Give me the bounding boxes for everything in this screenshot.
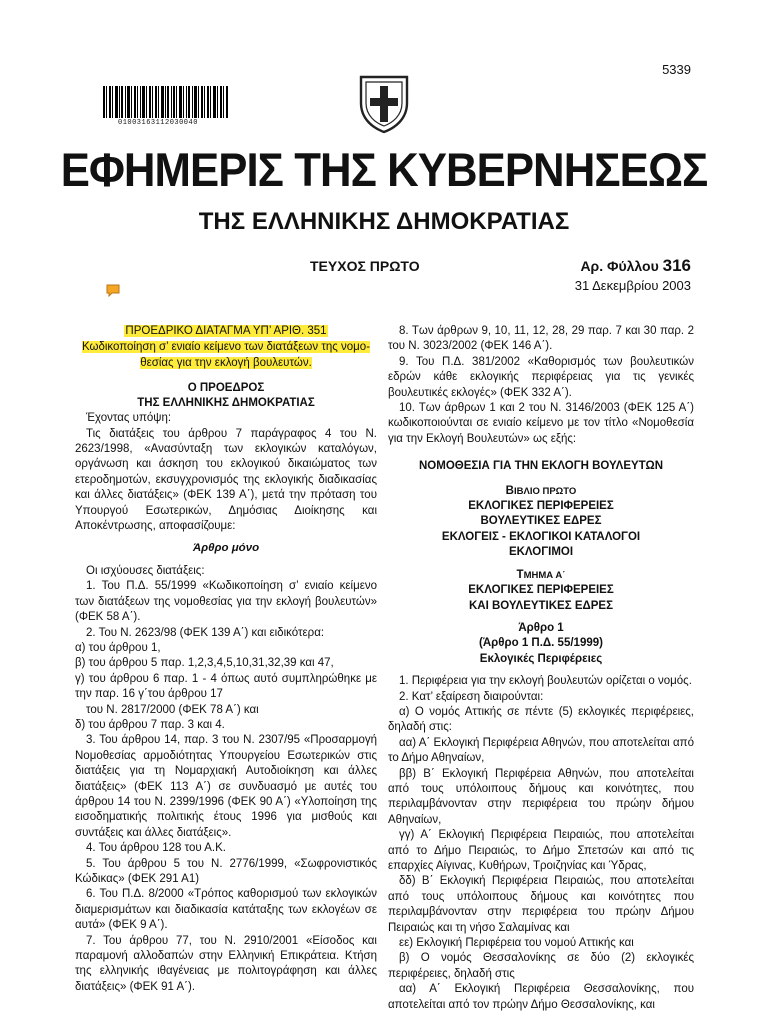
book-title (388, 484, 694, 499)
barcode-number: 01003163112030040 (118, 119, 198, 127)
article-body (388, 674, 694, 1013)
list-item: 2. Του Ν. 2623/98 (ΦΕΚ 139 Α΄) και ειδικότερα: (86, 626, 325, 639)
article-title: Εκλογικές Περιφέρειες (479, 652, 603, 665)
barcode-bars (103, 86, 229, 118)
section-title (388, 568, 694, 583)
list-item: 4. Του άρθρου 128 του Α.Κ. (86, 842, 226, 855)
book-heading (388, 484, 694, 561)
list-item: 7. Του άρθρου 77, του Ν. 2910/2001 «Είσοδος και παραμονή αλλοδαπών στην Ελληνική Επικράτεια. Κτήση της ελληνικής ιθαγένειας με πολιτογράφηση και άλλες διατάξεις» (ΦΕΚ 91 Α΄). (75, 934, 377, 993)
section-line: ΕΚΛΟΓΙΚΕΣ ΠΕΡΙΦΕΡΕΙΕΣ (468, 584, 614, 597)
section-heading (388, 568, 694, 614)
provisions-intro: Οι ισχύουσες διατάξεις: (86, 564, 205, 577)
list-item: 1. Του Π.Δ. 55/1999 «Κωδικοποίηση σ’ ενιαίο κείμενο των διατάξεων της νομοθεσίας για την εκλογή βουλευτών» (ΦΕΚ 58 Α΄). (75, 580, 377, 624)
decree-title-text: ΠΡΟΕΔΡΙΚΟ ΔΙΑΤΑΓΜΑ ΥΠ’ ΑΡΙΘ. 351 (125, 325, 327, 337)
sheet-label: Αρ. Φύλλου (580, 258, 659, 274)
article-reference: (Άρθρο 1 Π.Δ. 55/1999) (479, 637, 603, 650)
book-line: ΕΚΛΟΓΙΜΟΙ (508, 546, 574, 559)
preamble: Τις διατάξεις του άρθρου 7 παράγραφος 4 του Ν. 2623/1998, «Ανασύνταξη των εκλογικών καταλόγων, οργάνωση και άσκηση του εκλογικού δικαιώματος των ετεροδημοτών, εκσυγχρονισμός της εκλογικής διαδικασίας και άλλες διατάξεις» (ΦΕΚ 139 Α΄), μετά την πρόταση του Υπουργού Εσωτερικών, Δημόσιας Διοίκησης και Αποκέντρωσης, αποφασίζουμε: (75, 427, 377, 533)
section-title-rest: ΜΗΜΑ Α΄ (523, 569, 566, 581)
paragraph: εε) Εκλογική Περιφέρεια του νομού Αττικής και (399, 937, 634, 950)
decree-subject (75, 340, 377, 371)
page-number: 5339 (662, 62, 691, 77)
article-number: Άρθρο 1 (518, 621, 564, 634)
list-item: του Ν. 2817/2000 (ΦΕΚ 78 Α΄) και (86, 703, 259, 716)
gazette-subtitle: ΤΗΣ ΕΛΛΗΝΙΚΗΣ ΔΗΜΟΚΡΑΤΙΑΣ (198, 208, 570, 235)
sheet-number (580, 256, 691, 276)
list-item: 10. Των άρθρων 1 και 2 του Ν. 3146/2003 (ΦΕΚ 125 Α΄) κωδικοποιούνται σε ενιαίο κείμενο με τον τίτλο «Νομοθεσία για την Εκλογή Βουλευτών» ως εξής: (388, 402, 694, 445)
law-heading: ΝΟΜΟΘΕΣΙΑ ΓΙΑ ΤΗΝ ΕΚΛΟΓΗ ΒΟΥΛΕΥΤΩΝ (418, 460, 664, 473)
paragraph: β) Ο νομός Θεσσαλονίκης σε δύο (2) εκλογικές περιφέρειες, δηλαδή στις (388, 952, 694, 980)
paragraph: 1. Περιφέρεια για την εκλογή βουλευτών ορίζεται ο νομός. (399, 675, 692, 688)
issue-label: ΤΕΥΧΟΣ ΠΡΩΤΟ (310, 258, 420, 274)
list-item: 3. Του άρθρου 14, παρ. 3 του Ν. 2307/95 «Προσαρμογή Νομοθεσίας αρμοδιότητας Υπουργείου Εσωτερικών στις διατάξεις για τη Νομαρχιακή Αυτοδιοίκηση και άλλες διατάξεις» (ΦΕΚ 113 Α΄) σε συνδυασμό με αυτές του άρθρου 14 του Ν. 2399/1996 (ΦΕΚ 90 Α΄) «Υλοποίηση της εισοδηματικής πολιτικής έτους 1996 για μισθούς και συντάξεις και άλλες διατάξεις». (75, 734, 377, 839)
decree-subject-line-2: θεσίας για την εκλογή βουλευτών. (140, 356, 312, 369)
paragraph: 2. Κατ’ εξαίρεση διαιρούνται: (399, 690, 544, 703)
list-item: 8. Των άρθρων 9, 10, 11, 12, 28, 29 παρ. 7 και 30 παρ. 2 του Ν. 3023/2002 (ΦΕΚ 146 Α΄). (388, 325, 694, 353)
gazette-title: ΕΦΗΜΕΡΙΣ ΤΗΣ ΚΥΒΕΡΝΗΣΕΩΣ (60, 143, 708, 196)
list-item: δ) του άρθρου 7 παρ. 3 και 4. (75, 718, 225, 731)
book-line: ΒΟΥΛΕΥΤΙΚΕΣ ΕΔΡΕΣ (480, 515, 602, 528)
comment-icon[interactable] (106, 284, 120, 296)
list-item: 6. Του Π.Δ. 8/2000 «Τρόπος καθορισμού των εκλογικών διαμερισμάτων και διαδικασία κατάταξης των εκλογέων σε αυτά» (ΦΕΚ 9 Α΄). (75, 888, 377, 932)
list-item: 9. Του Π.Δ. 381/2002 «Καθορισμός των βουλευτικών εδρών κάθε εκλογικής περιφέρειας για τις γενικές βουλευτικές εκλογές» (ΦΕΚ 332 Α΄). (388, 355, 694, 399)
list-item: γ) του άρθρου 6 παρ. 1 - 4 όπως αυτό συμπληρώθηκε με την παρ. 16 γ΄του άρθρου 17 (75, 672, 377, 701)
book-line: ΕΚΛΟΓΕΙΣ - ΕΚΛΟΓΙΚΟΙ ΚΑΤΑΛΟΓΟΙ (441, 530, 641, 543)
president-line-1: Ο ΠΡΟΕΔΡΟΣ (187, 382, 265, 395)
list-item: β) του άρθρου 5 παρ. 1,2,3,4,5,10,31,32,39 και 47, (75, 657, 334, 670)
book-line: ΕΚΛΟΓΙΚΕΣ ΠΕΡΙΦΕΡΕΙΕΣ (468, 500, 614, 513)
decree-subject-line-1: Κωδικοποίηση σ’ ενιαίο κείμενο των διατάξεων της νομο- (81, 341, 371, 354)
section-initial: Τ (516, 568, 524, 581)
president-line-2: ΤΗΣ ΕΛΛΗΝΙΚΗΣ ΔΗΜΟΚΡΑΤΙΑΣ (137, 397, 315, 410)
sole-article-heading: Άρθρο μόνο (192, 542, 260, 555)
paragraph: α) Ο νομός Αττικής σε πέντε (5) εκλογικές περιφέρειες, δηλαδή στις: (388, 705, 694, 734)
list-item: α) του άρθρου 1, (75, 641, 161, 654)
paragraph: αα) Α΄ Εκλογική Περιφέρεια Αθηνών, που αποτελείται από το Δήμο Αθηναίων, (388, 736, 694, 765)
president-heading (75, 381, 377, 411)
book-title-rest: ΙΒΛΙΟ ΠΡΩΤΟ (513, 485, 577, 497)
book-initial: Β (505, 484, 514, 497)
coat-of-arms-icon (357, 73, 411, 135)
right-column (388, 324, 694, 1013)
paragraph: αα) Α΄ Εκλογική Περιφέρεια Θεσσαλονίκης, που αποτελείται από τον πρώην Δήμο Θεσσαλονίκης, και (388, 983, 694, 1011)
issue-date: 31 Δεκεμβρίου 2003 (574, 278, 691, 293)
paragraph: γγ) Α΄ Εκλογική Περιφέρεια Πειραιώς, που αποτελείται από το Δήμο Πειραιώς, το Δήμο Σπετσών και από τις επαρχίες Αίγινας, Κυθήρων, Τροιζηνίας και Ύδρας, (388, 829, 694, 872)
paragraph: δδ) Β΄ Εκλογική Περιφέρεια Πειραιώς, που αποτελείται από τους υπόλοιπους δήμους και κοινότητες που περιλαμβάνονταν στην περιφέρεια του πρώην Δήμου Πειραιώς και τη νήσο Σαλαμίνας και (388, 875, 694, 934)
sheet-number-value: 316 (662, 256, 691, 275)
paragraph: ββ) Β΄ Εκλογική Περιφέρεια Αθηνών, που αποτελείται από τους υπόλοιπους δήμους και κοινότητες, που περιλαμβάνονταν στην περιφέρεια του πρώην δήμου Αθηναίων, (388, 767, 694, 826)
having-regard: Έχοντας υπόψη: (86, 412, 172, 425)
article-heading (388, 621, 694, 667)
left-column (75, 324, 377, 995)
decree-title (75, 324, 377, 339)
section-line: ΚΑΙ ΒΟΥΛΕΥΤΙΚΕΣ ΕΔΡΕΣ (468, 599, 614, 612)
list-item: 5. Του άρθρου 5 του Ν. 2776/1999, «Σωφρονιστικός Κώδικας» (ΦΕΚ 291 Α1) (75, 857, 377, 885)
